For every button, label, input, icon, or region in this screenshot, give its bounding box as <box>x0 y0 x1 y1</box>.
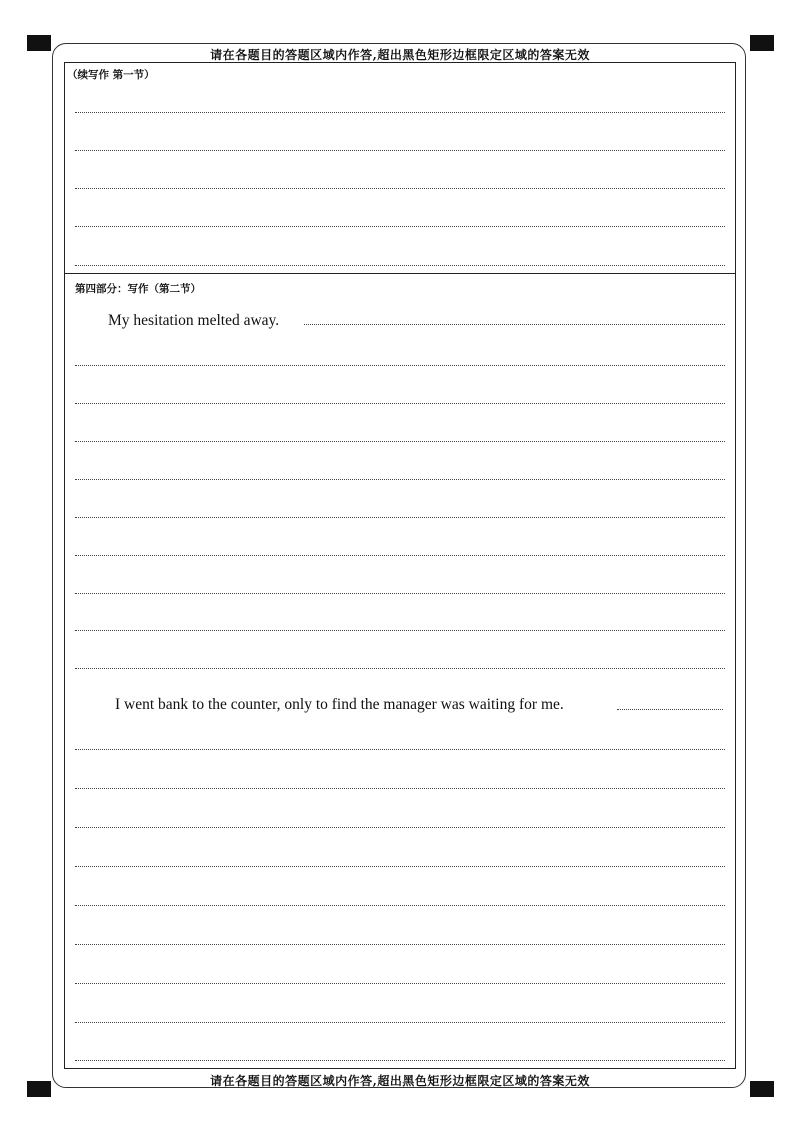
answer-line[interactable] <box>75 668 725 669</box>
answer-line[interactable] <box>75 866 725 867</box>
answer-line[interactable] <box>75 265 725 266</box>
answer-line[interactable] <box>75 150 725 151</box>
answer-line[interactable] <box>75 983 725 984</box>
answer-line[interactable] <box>75 593 725 594</box>
answer-line[interactable] <box>75 1022 725 1023</box>
paragraph2-prompt: I went bank to the counter, only to find the manager was waiting for me. <box>115 696 564 713</box>
answer-line[interactable] <box>75 944 725 945</box>
continuation-heading: （续写作 第一节） <box>67 69 155 81</box>
answer-line[interactable] <box>75 226 725 227</box>
answer-line[interactable] <box>75 479 725 480</box>
answer-line[interactable] <box>75 517 725 518</box>
writing-heading: 第四部分：写作（第二节） <box>75 283 201 295</box>
header-warning: 请在各题目的答题区域内作答,超出黑色矩形边框限定区域的答案无效 <box>210 48 590 62</box>
answer-line[interactable] <box>75 630 725 631</box>
answer-line[interactable] <box>75 403 725 404</box>
footer-warning: 请在各题目的答题区域内作答,超出黑色矩形边框限定区域的答案无效 <box>210 1074 590 1088</box>
answer-line[interactable] <box>75 441 725 442</box>
answer-line[interactable] <box>75 749 725 750</box>
paragraph1-prompt: My hesitation melted away. <box>108 312 280 329</box>
answer-line[interactable] <box>304 324 725 325</box>
answer-line[interactable] <box>75 555 725 556</box>
answer-line[interactable] <box>75 1060 725 1061</box>
answer-line[interactable] <box>75 112 725 113</box>
answer-line[interactable] <box>75 905 725 906</box>
writing-answer-box <box>64 273 736 1069</box>
continuation-answer-box <box>64 62 736 274</box>
answer-line[interactable] <box>75 365 725 366</box>
answer-line[interactable] <box>75 188 725 189</box>
answer-line[interactable] <box>75 788 725 789</box>
answer-line[interactable] <box>617 709 723 710</box>
answer-line[interactable] <box>75 827 725 828</box>
